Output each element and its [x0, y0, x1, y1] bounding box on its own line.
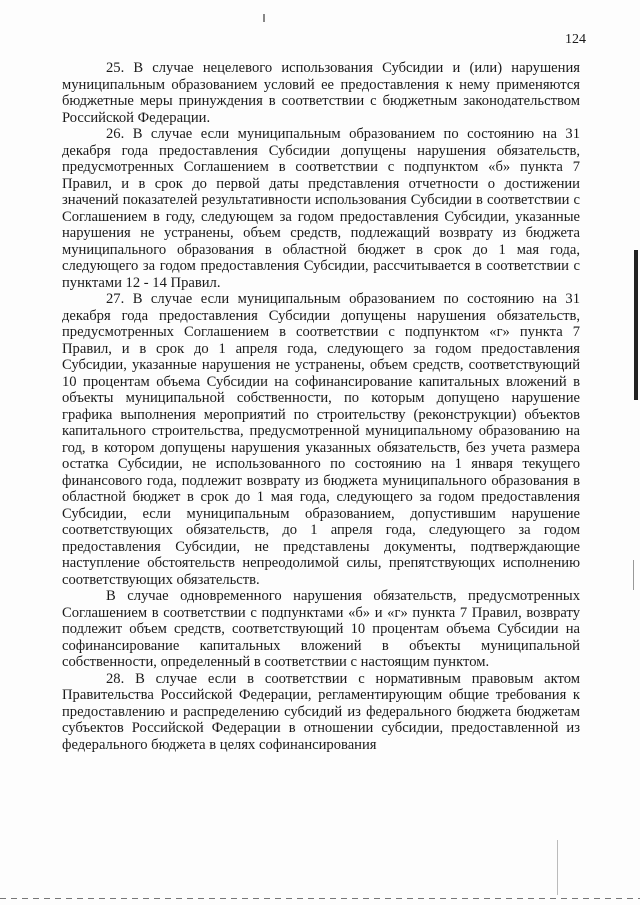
page-number: 124	[565, 32, 586, 47]
paragraph-25: 25. В случае нецелевого использования Субсидии и (или) нарушения муниципальным образованием условий ее предоставления к нему применяются бюджетные меры принуждения в соответствии с бюджетным законодательством Российской Федерации.	[62, 60, 580, 126]
paragraph-26: 26. В случае если муниципальным образованием по состоянию на 31 декабря года предоставления Субсидии допущены нарушения обязательств, предусмотренных Соглашением в соответствии с подпунктом «б» пункта 7 Правил, и в срок до первой даты представления отчетности о достижении значений показателей результативности использования Субсидии в соответствии с Соглашением в году, следующем за годом предоставления Субсидии, указанные нарушения не устранены, объем средств, подлежащий возврату из бюджета муниципального образования в областной бюджет в срок до 1 мая года, следующего за годом предоставления Субсидии, рассчитывается в соответствии с пунктами 12 - 14 Правил.	[62, 126, 580, 291]
scan-artifact-right-thin	[633, 560, 634, 590]
document-body	[62, 60, 580, 753]
paragraph-27: 27. В случае если муниципальным образованием по состоянию на 31 декабря года предоставления Субсидии допущены нарушения обязательств, предусмотренных Соглашением в соответствии с подпунктом «г» пункта 7 Правил, и в срок до 1 апреля года, следующего за годом предоставления Субсидии, указанные нарушения не устранены, объем средств, соответствующий 10 процентам объема Субсидии на софинансирование капитальных вложений в объекты муниципальной собственности, по которым допущено нарушение графика выполнения мероприятий по строительству (реконструкции) объектов капитального строительства, предусмотренной муниципальному образованию на год, в котором допущены нарушения указанных обязательств, без учета размера остатка Субсидии, не использованного по состоянию на 1 января текущего финансового года, подлежит возврату из бюджета муниципального образования в областной бюджет в срок до 1 мая года, следующего за годом предоставления Субсидии, если муниципальным образованием, допустившим нарушение соответствующих обязательств, до 1 апреля года, следующего за годом предоставления Субсидии, не представлены документы, подтверждающие наступление обстоятельств непреодолимой силы, препятствующих исполнению соответствующих обязательств.	[62, 291, 580, 588]
scan-artifact-bottom-edge	[0, 898, 640, 899]
scan-artifact-top	[263, 14, 265, 22]
paragraph-28: 28. В случае если в соответствии с нормативным правовым актом Правительства Российской Федерации, регламентирующим общие требования к предоставлению и распределению субсидий из федерального бюджета бюджетам субъектов Российской Федерации в отношении субсидии, предоставленной из федерального бюджета в целях софинансирования	[62, 670, 580, 753]
scan-artifact-right-edge	[634, 250, 638, 400]
paragraph-27-simultaneous-violation: В случае одновременного нарушения обязательств, предусмотренных Соглашением в соответствии с подпунктами «б» и «г» пункта 7 Правил, возврату подлежит объем средств, соответствующий 10 процентам объема Субсидии на софинансирование капитальных вложений в объекты муниципальной собственности, определенный в соответствии с настоящим пунктом.	[62, 588, 580, 670]
scan-artifact-right-low	[557, 840, 558, 895]
